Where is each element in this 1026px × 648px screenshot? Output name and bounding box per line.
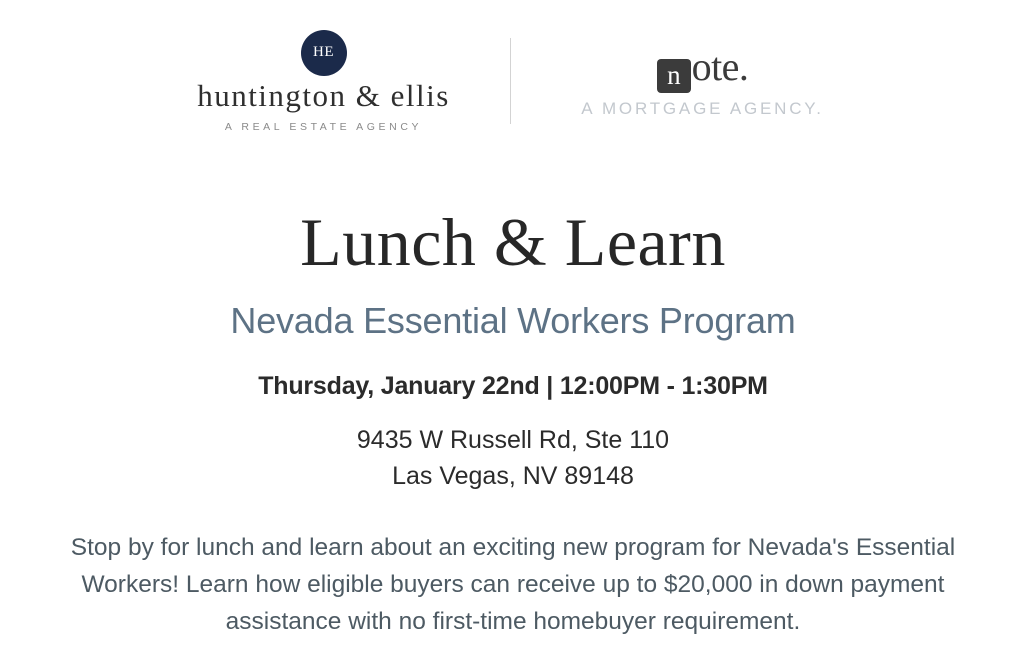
- note-n-icon: n: [657, 59, 691, 93]
- event-description: Stop by for lunch and learn about an exciting new program for Nevada's Essential Workers! Learn how eligible buyers can receive up to $20,000 in down payment assistance with no first-time homebuyer requirement.: [70, 534, 956, 635]
- logo-row: [0, 26, 1026, 136]
- note-wordmark: [657, 43, 749, 90]
- event-datetime: Thursday, January 22nd | 12:00PM - 1:30PM: [258, 372, 768, 400]
- page-subtitle: Nevada Essential Workers Program: [230, 300, 796, 341]
- he-monogram-icon: HE: [301, 30, 347, 76]
- huntington-ellis-tagline: A REAL ESTATE AGENCY: [224, 120, 423, 133]
- note-tagline: A MORTGAGE AGENCY.: [581, 99, 824, 118]
- huntington-ellis-logo: [174, 30, 474, 133]
- logo-divider: [510, 38, 511, 124]
- address-line-2: Las Vegas, NV 89148: [392, 461, 634, 490]
- huntington-ellis-name: huntington & ellis: [197, 77, 450, 113]
- event-address: [357, 423, 669, 494]
- note-mortgage-logo: [553, 43, 853, 119]
- page-title: Lunch & Learn: [300, 204, 726, 280]
- address-line-1: 9435 W Russell Rd, Ste 110: [356, 426, 670, 454]
- note-wordmark-rest: ote.: [691, 44, 749, 89]
